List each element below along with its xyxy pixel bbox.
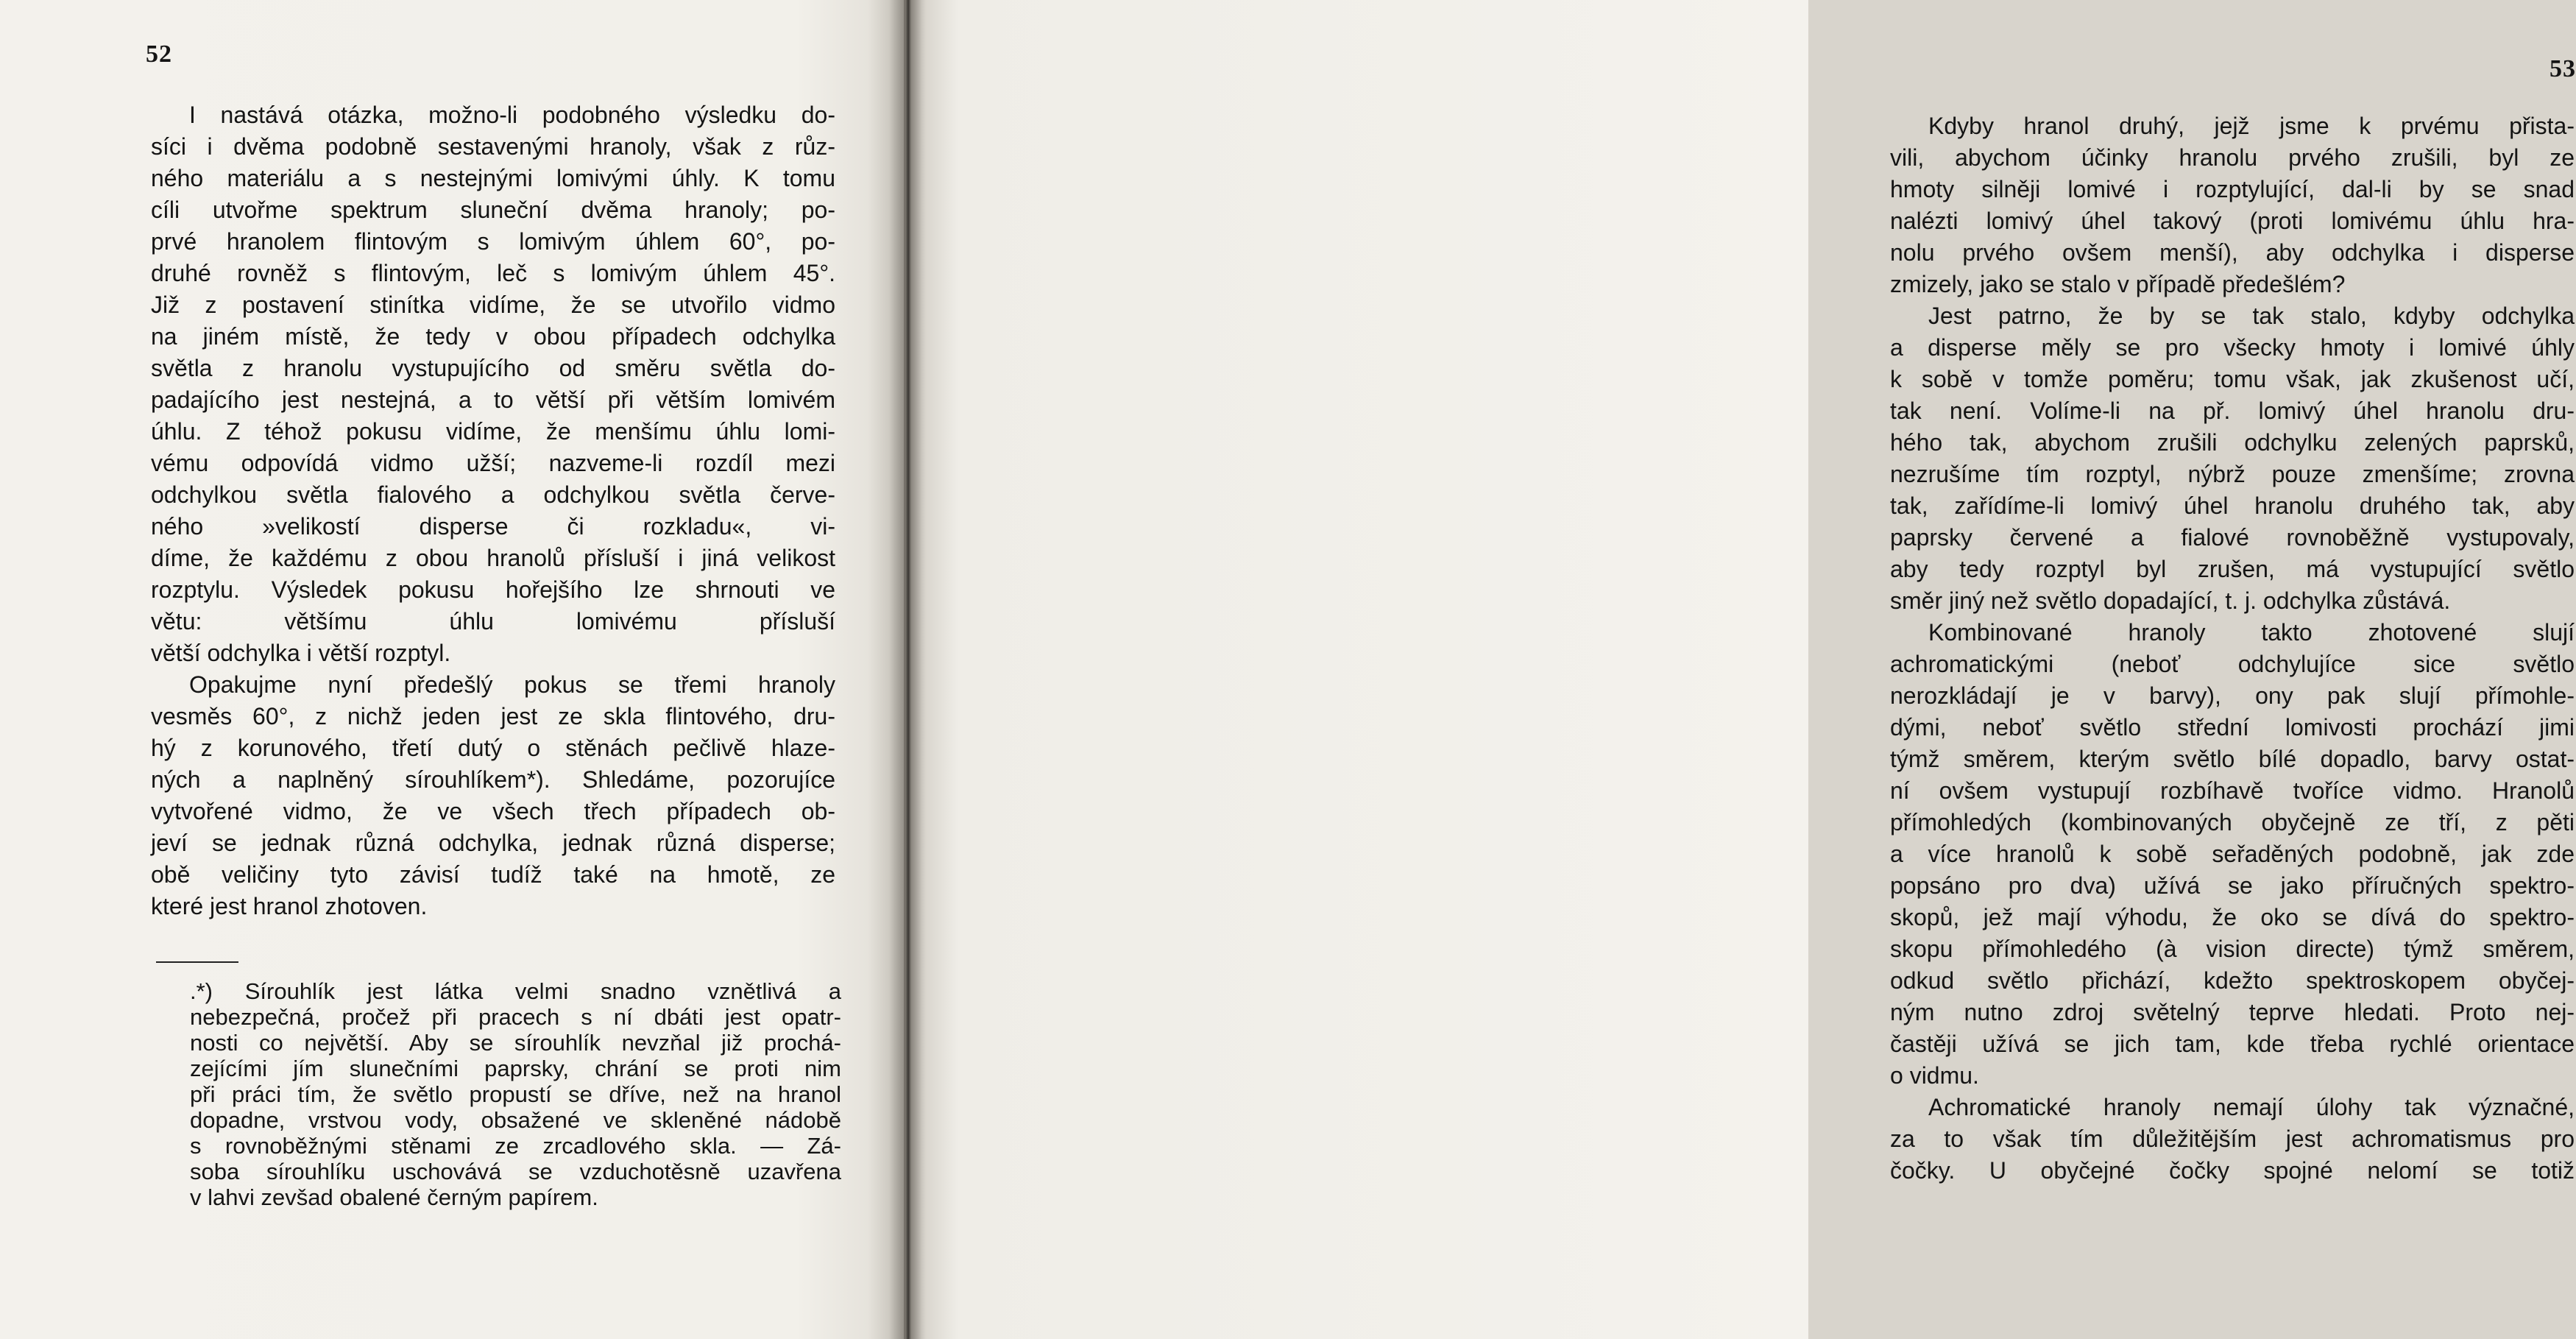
text-line: ní ovšem vystupují rozbíhavě tvoříce vidmo. Hranolů	[1890, 777, 2575, 804]
text-line: díme, že každému z obou hranolů přísluší i jiná velikost	[151, 545, 835, 571]
text-line: na jiném místě, že tedy v obou případech odchylka	[151, 323, 835, 350]
text-line: ného »velikostí disperse či rozkladu«, vi-	[151, 513, 835, 540]
text-line: Jest patrno, že by se tak stalo, kdyby odchylka	[1928, 303, 2575, 329]
text-line: paprsky červené a fialové rovnoběžně vystupovaly,	[1890, 524, 2575, 551]
text-line: vili, abychom účinky hranolu prvého zrušili, byl ze	[1890, 144, 2575, 171]
text-line: ných a naplněný sírouhlíkem*). Shledáme, pozorujíce	[151, 766, 835, 793]
text-line: druhé rovněž s flintovým, leč s lomivým úhlem 45°.	[151, 260, 835, 286]
text-line: tak není. Volíme-li na př. lomivý úhel hranolu dru-	[1890, 398, 2575, 424]
text-line: s rovnoběžnými stěnami ze zrcadlového skla. — Zá-	[190, 1133, 841, 1159]
text-line: dými, neboť světlo střední lomivosti prochází jimi	[1890, 714, 2575, 741]
text-line: síci i dvěma podobně sestavenými hranoly, však z růz-	[151, 133, 835, 160]
text-line: a více hranolů k sobě seřaděných podobně, jak zde	[1890, 841, 2575, 867]
text-line: nosti co největší. Aby se sírouhlík nevzňal již prochá-	[190, 1030, 841, 1056]
text-line: hmoty silněji lomivé i rozptylující, dal-li by se snad	[1890, 176, 2575, 202]
text-line: skopu přímohledého (à vision directe) týmž směrem,	[1890, 936, 2575, 962]
text-line: nerozkládají je v barvy), ony pak slují přímohle-	[1890, 682, 2575, 709]
text-line: odchylkou světla fialového a odchylkou světla červe-	[151, 481, 835, 508]
text-line: a disperse měly se pro všecky hmoty i lomivé úhly	[1890, 334, 2575, 361]
text-line: prvé hranolem flintovým s lomivým úhlem 60°, po-	[151, 228, 835, 255]
text-line: Achromatické hranoly nemají úlohy tak význačné,	[1928, 1094, 2575, 1120]
text-line: skopů, jež mají výhodu, že oko se dívá do spektro-	[1890, 904, 2575, 930]
text-line: světla z hranolu vystupujícího od směru světla do-	[151, 355, 835, 381]
text-line: úhlu. Z téhož pokusu vidíme, že menšímu úhlu lomi-	[151, 418, 835, 445]
text-line: .*) Sírouhlík jest látka velmi snadno vznětlivá a	[190, 978, 841, 1004]
book-gutter-shadow	[889, 0, 926, 1339]
text-line: zmizely, jako se stalo v případě předešlém?	[1890, 271, 2346, 297]
text-line: v lahvi zevšad obalené černým papírem.	[190, 1184, 598, 1210]
text-line: tak, zařídíme-li lomivý úhel hranolu druhého tak, aby	[1890, 492, 2575, 519]
text-line: hý z korunového, třetí dutý o stěnách pečlivě hlaze-	[151, 735, 835, 761]
text-line: které jest hranol zhotoven.	[151, 893, 428, 919]
text-line: při práci tím, že světlo propustí se dříve, než na hranol	[190, 1081, 841, 1107]
text-line: týmž směrem, kterým světlo bílé dopadlo, barvy ostat-	[1890, 746, 2575, 772]
text-line: nezrušíme tím rozptyl, nýbrž pouze zmenšíme; zrovna	[1890, 461, 2575, 487]
text-line: achromatickými (neboť odchylujíce sice světlo	[1890, 651, 2575, 677]
text-line: k sobě v tomže poměru; tomu však, jak zkušenost učí,	[1890, 366, 2575, 392]
text-line: popsáno pro dva) užívá se jako příručných spektro-	[1890, 872, 2575, 899]
text-line: ného materiálu a s nestejnými lomivými úhly. K tomu	[151, 165, 835, 191]
text-line: odkud světlo přichází, kdežto spektroskopem obyčej-	[1890, 967, 2575, 994]
text-line: nebezpečná, pročež při pracech s ní dbáti jest opatr-	[190, 1004, 841, 1030]
text-line: častěji užívá se jich tam, kde třeba rychlé orientace	[1890, 1031, 2575, 1057]
page-number: 52	[146, 40, 172, 68]
footnote	[190, 978, 841, 1210]
text-line: vytvořené vidmo, že ve všech třech případech ob-	[151, 798, 835, 824]
text-line: Již z postavení stinítka vidíme, že se utvořilo vidmo	[151, 292, 835, 318]
text-line: zejícími jím slunečními paprsky, chrání se proti nim	[190, 1056, 841, 1081]
text-line: směr jiný než světlo dopadající, t. j. odchylka zůstává.	[1890, 587, 2451, 614]
text-line: aby tedy rozptyl byl zrušen, má vystupující světlo	[1890, 556, 2575, 582]
left-page	[0, 0, 904, 1339]
text-line: Opakujme nyní předešlý pokus se třemi hranoly	[189, 671, 835, 698]
text-line: cíli utvořme spektrum sluneční dvěma hranoly; po-	[151, 197, 835, 223]
text-line: nalézti lomivý úhel takový (proti lomivému úhlu hra-	[1890, 208, 2575, 234]
text-line: větu: většímu úhlu lomivému přísluší	[151, 608, 835, 635]
page-number: 53	[2550, 55, 2576, 82]
text-line: přímohledých (kombinovaných obyčejně ze tří, z pěti	[1890, 809, 2575, 835]
text-line: větší odchylka i větší rozptyl.	[151, 640, 451, 666]
text-line: čočky. U obyčejné čočky spojné nelomí se totiž	[1890, 1157, 2575, 1184]
text-line: za to však tím důležitějším jest achromatismus pro	[1890, 1126, 2575, 1152]
text-line: vesměs 60°, z nichž jeden jest ze skla flintového, dru-	[151, 703, 835, 729]
text-line: rozptylu. Výsledek pokusu hořejšího lze shrnouti ve	[151, 576, 835, 603]
right-page	[904, 0, 2576, 1339]
text-line: nolu prvého ovšem menší), aby odchylka i disperse	[1890, 239, 2575, 266]
text-line: hého tak, abychom zrušili odchylku zelených paprsků,	[1890, 429, 2575, 456]
text-line: ným nutno zdroj světelný teprve hledati. Proto nej-	[1890, 999, 2575, 1025]
text-line: Kombinované hranoly takto zhotovené slují	[1928, 619, 2575, 646]
text-line: vému odpovídá vidmo užší; nazveme-li rozdíl mezi	[151, 450, 835, 476]
body-text	[1890, 110, 2575, 1187]
text-line: I nastává otázka, možno-li podobného výsledku do-	[189, 102, 835, 128]
text-line: obě veličiny tyto závisí tudíž také na hmotě, ze	[151, 861, 835, 888]
text-line: dopadne, vrstvou vody, obsažené ve skleněné nádobě	[190, 1107, 841, 1133]
body-text	[151, 99, 835, 922]
footnote-divider	[156, 961, 238, 963]
text-line: Kdyby hranol druhý, jejž jsme k prvému přista-	[1928, 113, 2575, 139]
text-line: soba sírouhlíku uschovává se vzduchotěsně uzavřena	[190, 1159, 841, 1184]
text-line: padajícího jest nestejná, a to větší při větším lomivém	[151, 386, 835, 413]
text-line: jeví se jednak různá odchylka, jednak různá disperse;	[151, 830, 835, 856]
text-line: o vidmu.	[1890, 1062, 1979, 1089]
